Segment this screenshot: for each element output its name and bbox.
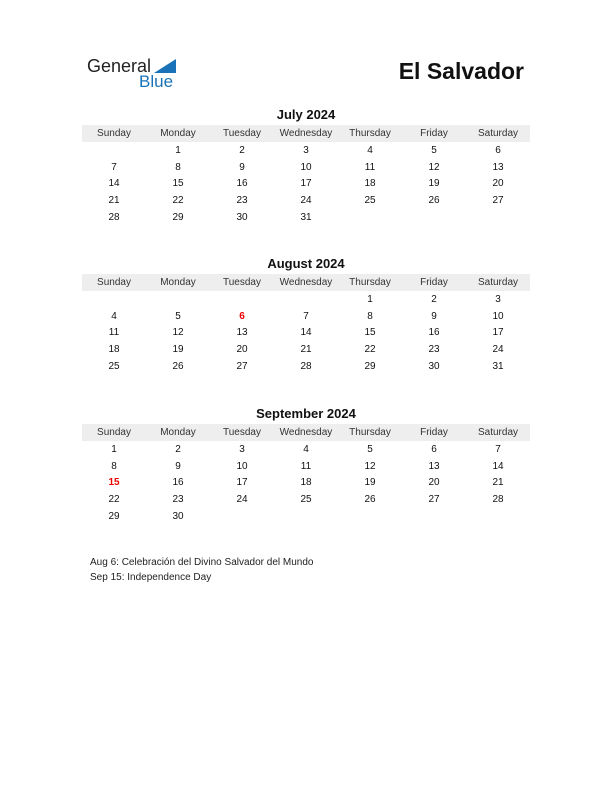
weekday-label: Monday (160, 427, 196, 438)
weekday-label: Sunday (97, 128, 131, 139)
day-cell: 12 (172, 327, 184, 339)
holiday-day-cell: 6 (239, 310, 245, 322)
weekday-label: Tuesday (223, 128, 261, 139)
day-cell: 31 (300, 211, 312, 223)
day-cell: 14 (108, 178, 120, 190)
holiday-day-cell: 15 (108, 477, 120, 489)
day-cell: 31 (492, 360, 504, 372)
day-cell: 19 (364, 477, 376, 489)
day-cell: 15 (364, 327, 376, 339)
day-cell: 2 (239, 144, 245, 156)
day-cell: 23 (236, 194, 248, 206)
day-cell: 10 (492, 310, 504, 322)
day-cell: 22 (364, 343, 376, 355)
day-cell: 26 (428, 194, 440, 206)
day-cell: 21 (108, 194, 120, 206)
month-title: September 2024 (256, 406, 356, 421)
day-cell: 5 (175, 310, 181, 322)
month-calendar (82, 406, 530, 524)
month-calendar (82, 107, 530, 225)
day-cell: 20 (236, 343, 248, 355)
weekday-label: Tuesday (223, 277, 261, 288)
holiday-note: Aug 6: Celebración del Divino Salvador del Mundo (90, 557, 314, 568)
day-cell: 13 (236, 327, 248, 339)
holiday-notes (90, 555, 313, 585)
day-cell: 12 (364, 460, 376, 472)
day-cell: 1 (367, 293, 373, 305)
logo-general-text: General (87, 56, 152, 76)
holiday-note: Sep 15: Independence Day (90, 572, 212, 583)
weekday-label: Saturday (477, 427, 519, 438)
day-cell: 18 (108, 343, 120, 355)
weekday-label: Wednesday (279, 427, 333, 438)
day-cell: 16 (236, 178, 248, 190)
day-cell: 26 (172, 360, 184, 372)
day-cell: 19 (428, 178, 440, 190)
day-cell: 30 (236, 211, 248, 223)
weekday-label: Sunday (97, 427, 131, 438)
day-cell: 25 (364, 194, 376, 206)
week-row (82, 358, 530, 375)
day-cell: 11 (300, 460, 312, 472)
day-cell: 7 (111, 161, 117, 173)
day-cell: 21 (492, 477, 504, 489)
day-cell: 7 (303, 310, 309, 322)
day-cell: 9 (239, 161, 245, 173)
day-cell: 19 (172, 343, 184, 355)
day-cell: 17 (492, 327, 504, 339)
day-cell: 10 (236, 460, 248, 472)
day-cell: 4 (367, 144, 373, 156)
day-cell: 13 (492, 161, 504, 173)
day-cell: 14 (492, 460, 504, 472)
weekday-header (82, 125, 530, 142)
day-cell: 24 (300, 194, 312, 206)
day-cell: 11 (364, 161, 376, 173)
day-cell: 5 (367, 443, 373, 455)
month-title: August 2024 (267, 256, 345, 271)
day-cell: 24 (492, 343, 504, 355)
day-cell: 11 (108, 327, 120, 339)
day-cell: 27 (492, 194, 504, 206)
week-row (82, 441, 530, 458)
weekday-label: Saturday (477, 277, 519, 288)
day-cell: 28 (492, 493, 504, 505)
day-cell: 26 (364, 493, 376, 505)
week-row (82, 175, 530, 192)
week-row (82, 474, 530, 491)
day-cell: 27 (428, 493, 440, 505)
day-cell: 17 (236, 477, 248, 489)
day-cell: 1 (175, 144, 181, 156)
day-cell: 4 (303, 443, 309, 455)
day-cell: 20 (492, 178, 504, 190)
week-row (82, 458, 530, 475)
day-cell: 18 (300, 477, 312, 489)
day-cell: 29 (172, 211, 184, 223)
day-cell: 5 (431, 144, 437, 156)
week-row (82, 324, 530, 341)
month-title: July 2024 (276, 107, 336, 122)
weekday-label: Sunday (97, 277, 131, 288)
day-cell: 17 (300, 178, 312, 190)
day-cell: 30 (428, 360, 440, 372)
weekday-label: Wednesday (279, 277, 333, 288)
weekday-label: Thursday (349, 427, 391, 438)
weekday-header (82, 424, 530, 441)
day-cell: 25 (108, 360, 120, 372)
weekday-label: Thursday (349, 128, 391, 139)
week-row (82, 308, 530, 325)
day-cell: 24 (236, 493, 248, 505)
month-calendar (82, 256, 530, 374)
day-cell: 30 (172, 510, 184, 522)
day-cell: 2 (431, 293, 437, 305)
day-cell: 1 (111, 443, 117, 455)
day-cell: 8 (367, 310, 373, 322)
week-row (82, 142, 530, 159)
day-cell: 8 (175, 161, 181, 173)
week-row (82, 291, 530, 308)
day-cell: 20 (428, 477, 440, 489)
day-cell: 16 (428, 327, 440, 339)
day-cell: 16 (172, 477, 184, 489)
day-cell: 6 (431, 443, 437, 455)
week-row (82, 159, 530, 176)
day-cell: 9 (175, 460, 181, 472)
country-title: El Salvador (398, 58, 524, 84)
day-cell: 14 (300, 327, 312, 339)
day-cell: 12 (428, 161, 440, 173)
weekday-label: Tuesday (223, 427, 261, 438)
day-cell: 2 (175, 443, 181, 455)
weekday-label: Thursday (349, 277, 391, 288)
day-cell: 7 (495, 443, 501, 455)
day-cell: 23 (428, 343, 440, 355)
week-row (82, 508, 530, 525)
day-cell: 29 (364, 360, 376, 372)
logo-blue-text: Blue (139, 72, 174, 91)
weekday-label: Monday (160, 128, 196, 139)
day-cell: 18 (364, 178, 376, 190)
weekday-label: Friday (420, 128, 448, 139)
day-cell: 29 (108, 510, 120, 522)
day-cell: 13 (428, 460, 440, 472)
day-cell: 28 (300, 360, 312, 372)
logo-triangle-icon (154, 59, 176, 73)
day-cell: 3 (239, 443, 245, 455)
day-cell: 28 (108, 211, 120, 223)
weekday-header (82, 274, 530, 291)
day-cell: 4 (111, 310, 117, 322)
weekday-label: Friday (420, 427, 448, 438)
day-cell: 21 (300, 343, 312, 355)
week-row (82, 491, 530, 508)
day-cell: 15 (172, 178, 184, 190)
day-cell: 8 (111, 460, 117, 472)
day-cell: 23 (172, 493, 184, 505)
week-row (82, 192, 530, 209)
weekday-label: Monday (160, 277, 196, 288)
day-cell: 6 (495, 144, 501, 156)
day-cell: 22 (108, 493, 120, 505)
week-row (82, 209, 530, 226)
day-cell: 27 (236, 360, 248, 372)
weekday-label: Saturday (477, 128, 519, 139)
day-cell: 10 (300, 161, 312, 173)
weekday-label: Friday (420, 277, 448, 288)
week-row (82, 341, 530, 358)
day-cell: 9 (431, 310, 437, 322)
day-cell: 22 (172, 194, 184, 206)
day-cell: 3 (303, 144, 309, 156)
weekday-label: Wednesday (279, 128, 333, 139)
day-cell: 3 (495, 293, 501, 305)
day-cell: 25 (300, 493, 312, 505)
